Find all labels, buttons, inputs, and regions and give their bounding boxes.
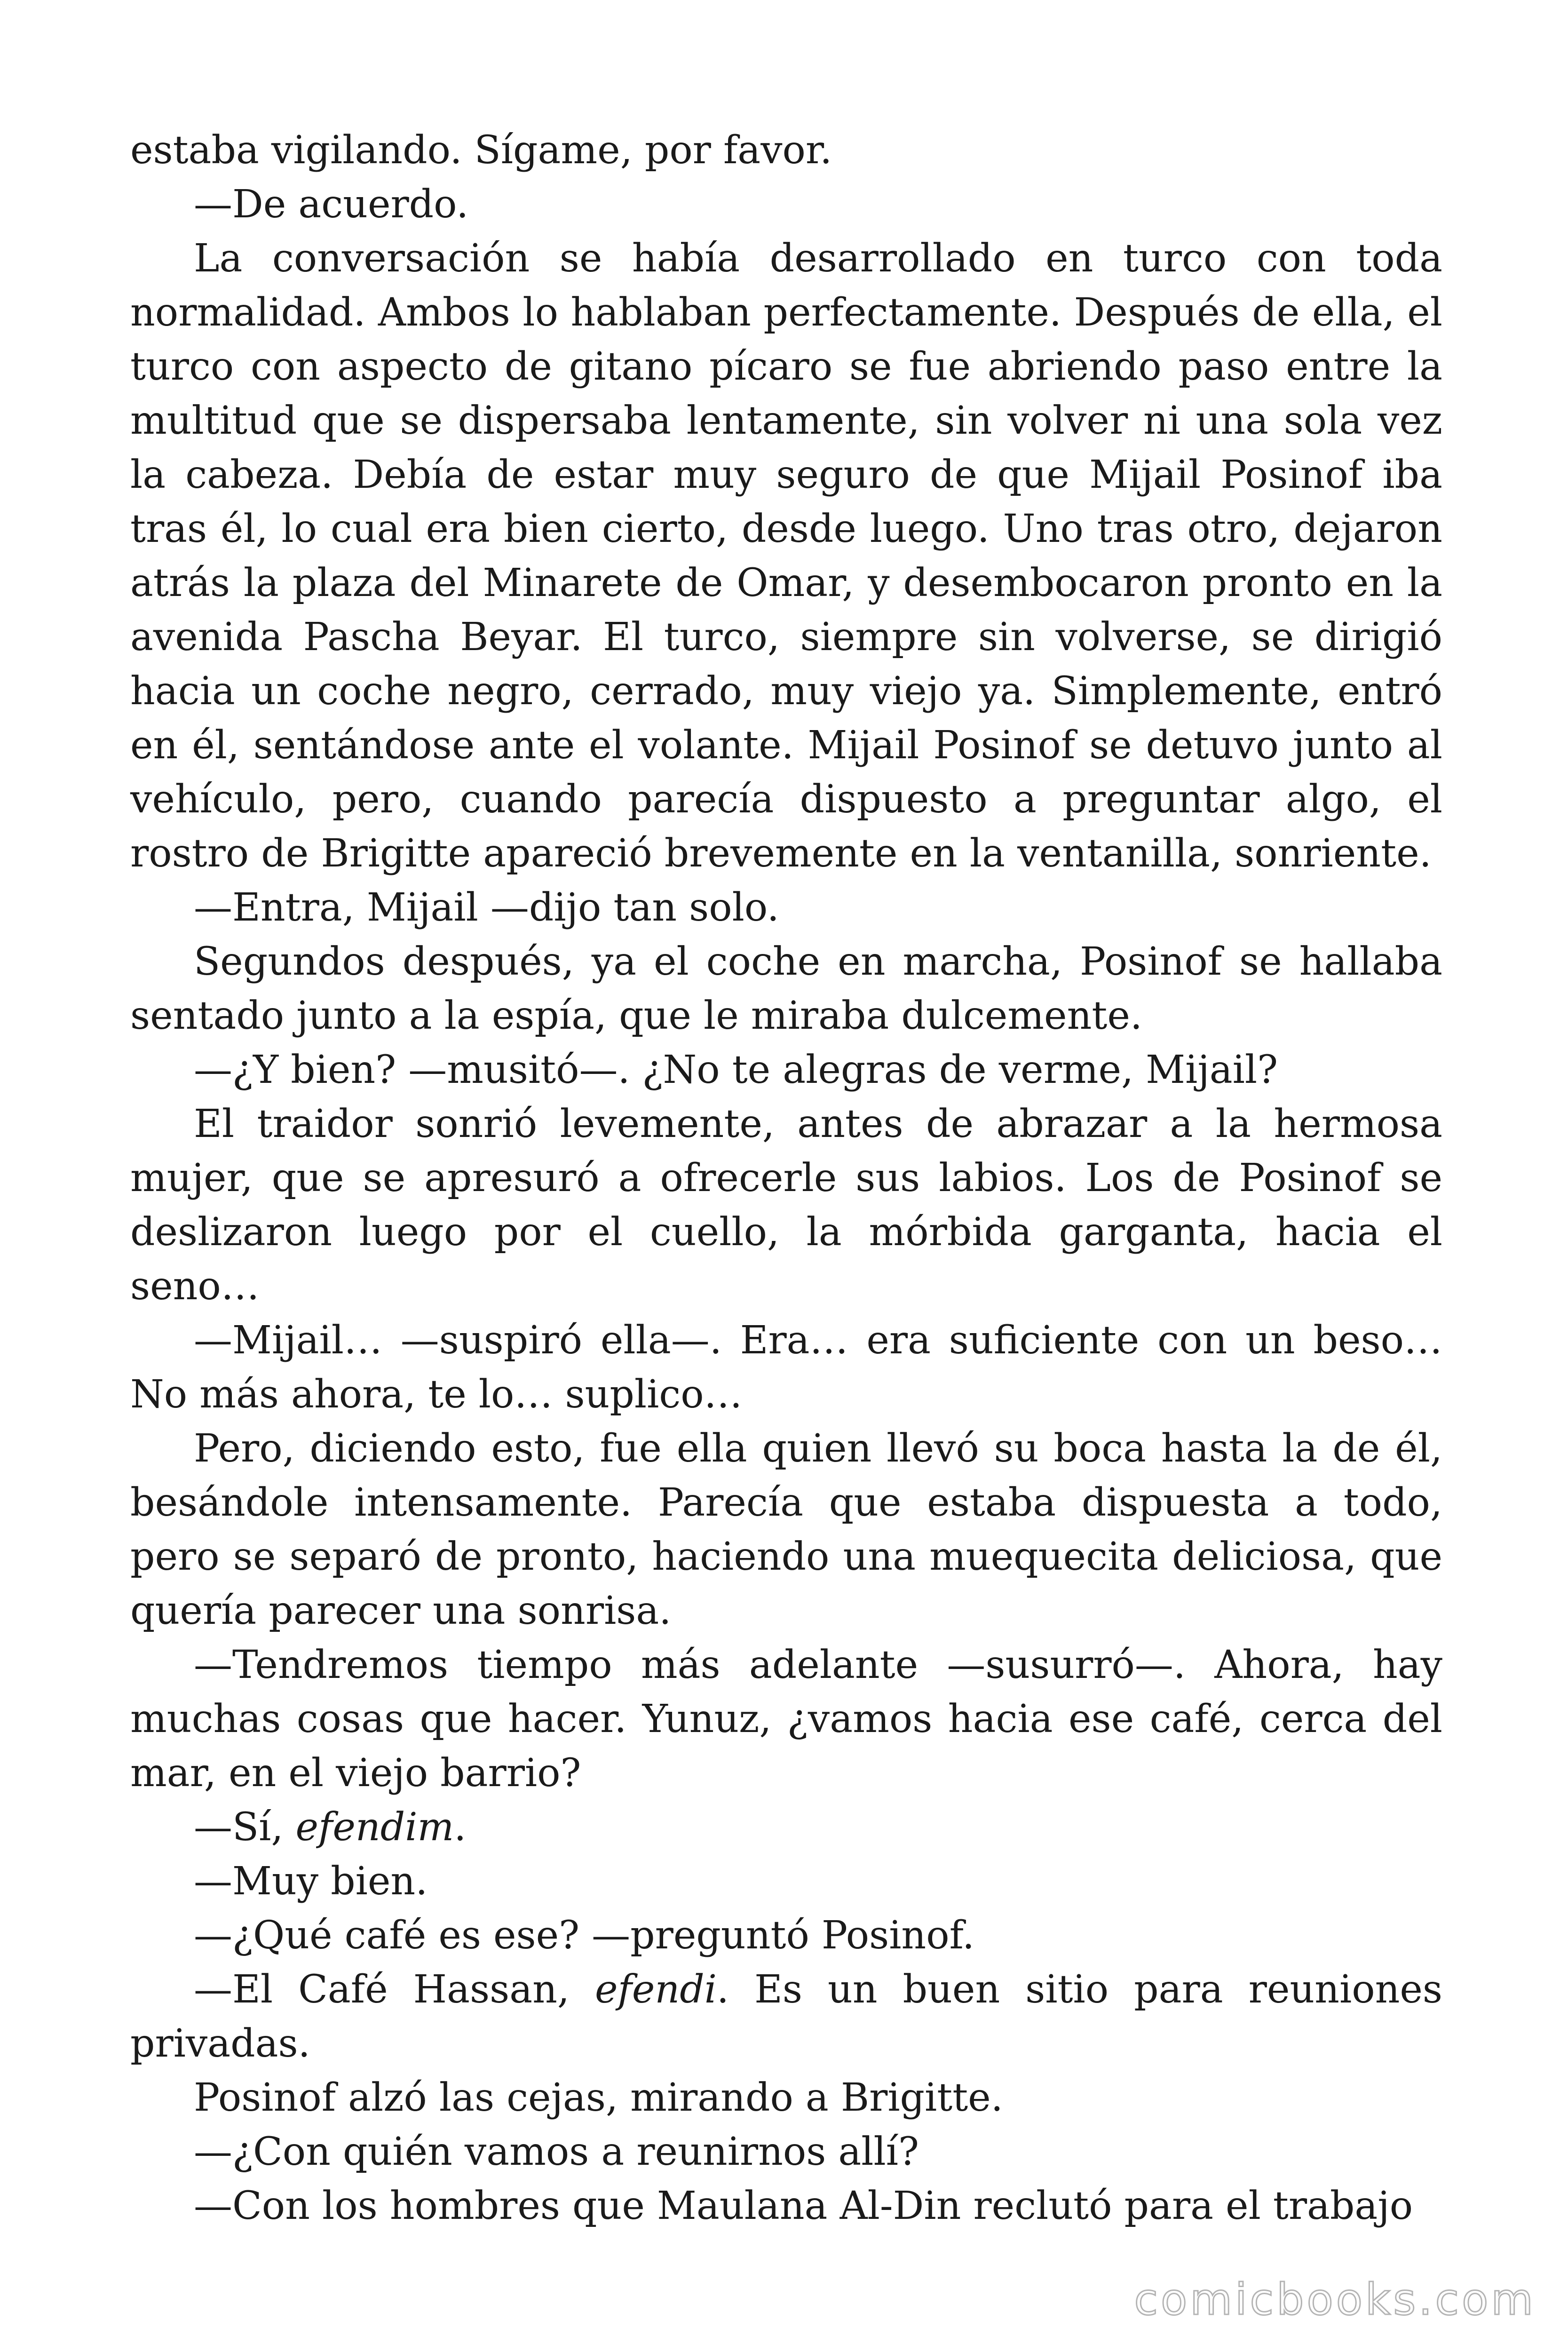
text-run: —Tendremos tiempo más adelante —susurró—. Ahora, hay muchas cosas que hacer. Yunuz, ¿vamos hacia ese café, cerca del mar, en el viejo barrio? (130, 1643, 1442, 1796)
text-run: El traidor sonrió levemente, antes de abrazar a la hermosa mujer, que se apresuró a ofrecerle sus labios. Los de Posinof se deslizaron luego por el cuello, la mórbida garganta, hacia el seno… (130, 1102, 1442, 1309)
paragraph (130, 123, 1442, 177)
paragraph (130, 1638, 1442, 1800)
paragraph (130, 1097, 1442, 1313)
text-run: —De acuerdo. (194, 182, 469, 227)
paragraph (130, 2125, 1442, 2179)
paragraph (130, 1422, 1442, 1638)
text-run: —Sí, (194, 1805, 296, 1850)
text-run: —El Café Hassan, (194, 1967, 595, 2012)
text-run: —¿Qué café es ese? —preguntó Posinof. (194, 1913, 975, 1958)
paragraph (130, 231, 1442, 881)
paragraph (130, 881, 1442, 935)
text-run: Pero, diciendo esto, fue ella quien llevó su boca hasta la de él, besándole intensamente. Parecía que estaba dispuesta a todo, pero se separó de pronto, haciendo una muequecita deliciosa, que quería parecer una sonrisa. (130, 1426, 1442, 1633)
paragraph (130, 1800, 1442, 1854)
text-run: . Es un buen sitio para reuniones privadas. (130, 1967, 1442, 2066)
paragraph (130, 1908, 1442, 1963)
text-run: —Con los hombres que Maulana Al-Din reclutó para el trabajo (194, 2184, 1413, 2228)
italic-text: efendim (295, 1805, 454, 1850)
paragraph (130, 2179, 1442, 2233)
watermark: comicbooks.com (1134, 2274, 1536, 2325)
paragraph (130, 1043, 1442, 1097)
paragraph (130, 935, 1442, 1043)
text-run: —¿Y bien? —musitó—. ¿No te alegras de verme, Mijail? (194, 1048, 1278, 1092)
paragraph (130, 1854, 1442, 1908)
text-run: . (454, 1805, 467, 1850)
text-run: —Entra, Mijail —dijo tan solo. (194, 885, 779, 930)
text-run: estaba vigilando. Sígame, por favor. (130, 128, 832, 173)
text-run: Posinof alzó las cejas, mirando a Brigitte. (194, 2075, 1003, 2120)
text-run: —Mijail… —suspiró ella—. Era… era suficiente con un beso… No más ahora, te lo… suplico… (130, 1318, 1442, 1417)
paragraph (130, 1963, 1442, 2071)
text-run: —¿Con quién vamos a reunirnos allí? (194, 2130, 919, 2174)
text-run: —Muy bien. (194, 1859, 428, 1904)
page-body (130, 123, 1442, 2233)
text-run: La conversación se había desarrollado en turco con toda normalidad. Ambos lo hablaban perfectamente. Después de ella, el turco con aspecto de gitano pícaro se fue abriendo paso entre la multitud que se dispersaba lentamente, sin volver ni una sola vez la cabeza. Debía de estar muy seguro de que Mijail Posinof iba tras él, lo cual era bien cierto, desde luego. Uno tras otro, dejaron atrás la plaza del Minarete de Omar, y desembocaron pronto en la avenida Pascha Beyar. El turco, siempre sin volverse, se dirigió hacia un coche negro, cerrado, muy viejo ya. Simplemente, entró en él, sentándose ante el volante. Mijail Posinof se detuvo junto al vehículo, pero, cuando parecía dispuesto a preguntar algo, el rostro de Brigitte apareció brevemente en la ventanilla, sonriente. (130, 236, 1442, 876)
paragraph (130, 2071, 1442, 2125)
text-run: Segundos después, ya el coche en marcha, Posinof se hallaba sentado junto a la espía, que le miraba dulcemente. (130, 939, 1442, 1038)
paragraph (130, 1313, 1442, 1422)
paragraph (130, 177, 1442, 231)
italic-text: efendi (594, 1967, 717, 2012)
